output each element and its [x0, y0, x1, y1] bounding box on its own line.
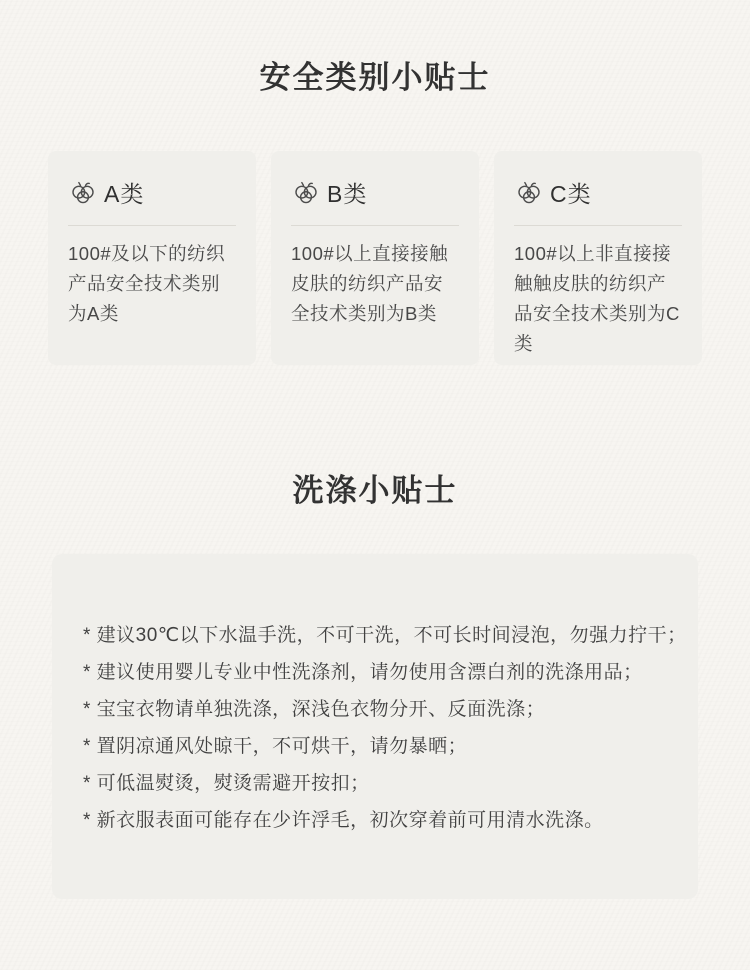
safety-cards-row: [48, 151, 702, 365]
washing-tip: * 新衣服表面可能存在少许浮毛，初次穿着前可用清水洗涤。: [83, 810, 604, 831]
cotton-icon: [291, 178, 321, 208]
washing-tip: * 置阴凉通风处晾干，不可烘干，请勿暴晒；: [83, 736, 468, 757]
washing-tip: * 建议使用婴儿专业中性洗涤剂，请勿使用含漂白剂的洗涤用品；: [83, 662, 643, 683]
washing-tip: * 宝宝衣物请单独洗涤，深浅色衣物分开、反面洗涤；: [83, 699, 546, 720]
safety-card-label: C类: [550, 181, 592, 207]
safety-card-description: 100#以上非直接接触触皮肤的纺织产品安全技术类别为C类: [514, 243, 680, 354]
safety-card-b: [271, 151, 479, 365]
safety-card-description: 100#以上直接接触皮肤的纺织产品安全技术类别为B类: [291, 243, 449, 324]
washing-tips-card: [52, 554, 698, 899]
washing-tip: * 可低温熨烫，熨烫需避开按扣；: [83, 773, 370, 794]
card-divider: [68, 225, 236, 226]
cotton-icon: [68, 178, 98, 208]
safety-card-c: [494, 151, 702, 365]
safety-card-header: [514, 176, 682, 209]
safety-card-label: B类: [327, 181, 368, 207]
washing-section-title: 洗涤小贴士: [292, 473, 458, 508]
card-divider: [514, 225, 682, 226]
cotton-icon: [514, 178, 544, 208]
washing-tip: * 建议30℃以下水温手洗，不可干洗，不可长时间浸泡，勿强力拧干；: [83, 625, 687, 646]
safety-section-title: 安全类别小贴士: [259, 60, 491, 95]
safety-card-a: [48, 151, 256, 365]
safety-card-description: 100#及以下的纺织产品安全技术类别为A类: [68, 243, 226, 324]
card-divider: [291, 225, 459, 226]
safety-card-header: [68, 176, 236, 209]
safety-card-header: [291, 176, 459, 209]
safety-card-label: A类: [104, 181, 145, 207]
